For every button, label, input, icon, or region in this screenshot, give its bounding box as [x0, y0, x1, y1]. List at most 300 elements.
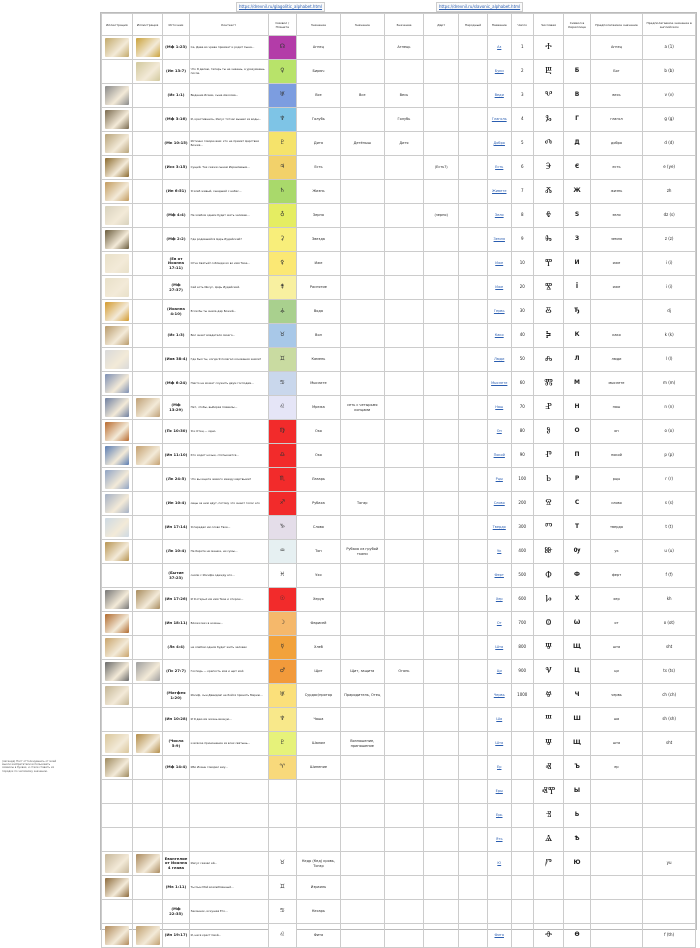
number-cell: 700: [511, 612, 533, 636]
assumed-meaning-en-cell: s (s): [643, 492, 696, 516]
folk-cell: [459, 804, 487, 828]
assumed-meaning-cell: како: [590, 324, 643, 348]
glagolitic-glyph-cell: Ⰾ: [533, 348, 564, 372]
letter-name-link[interactable]: Слово: [493, 501, 505, 506]
illustration-cell: [132, 372, 163, 396]
letter-name-link[interactable]: Иже: [495, 285, 504, 290]
illustration-image: [105, 374, 129, 393]
folk-cell: [459, 36, 487, 60]
cyrillic-letter-cell: Ь: [564, 804, 590, 828]
source-cell: (Исх 3:15): [163, 156, 189, 180]
number-cell: [511, 828, 533, 852]
letter-name-link[interactable]: От: [496, 621, 502, 626]
meaning-2-cell: [340, 852, 384, 876]
letter-name-link[interactable]: Ер: [497, 765, 502, 770]
glagolitic-glyph-cell: Ⱂ: [533, 444, 564, 468]
assumed-meaning-en-cell: sht: [643, 636, 696, 660]
slavonic-link[interactable]: https://drevnil.ru/slavonic_alphabet.html: [436, 2, 523, 12]
number-cell: [511, 900, 533, 924]
assumed-meaning-cell: Агнец: [590, 36, 643, 60]
assumed-meaning-cell: [590, 300, 643, 324]
illustration-cell: [102, 36, 133, 60]
illustration-cell: [102, 324, 133, 348]
letter-name-cell: [487, 516, 511, 540]
cyrillic-letter-cell: Г: [564, 108, 590, 132]
symbol-cell: [268, 516, 296, 540]
illustration-image: [105, 134, 129, 153]
glagolitic-glyph-cell: Ⰸ: [533, 228, 564, 252]
illustration-image: [105, 278, 129, 297]
assumed-meaning-cell: зело: [590, 204, 643, 228]
assumed-meaning-en-cell: dz (s): [643, 204, 696, 228]
glagolitic-glyph-cell: Ⱆ: [533, 540, 564, 564]
table-row: [102, 252, 696, 276]
symbol-cell: [268, 708, 296, 732]
dart-cell: [424, 444, 459, 468]
folk-cell: [459, 756, 487, 780]
meaning-3-cell: [384, 876, 423, 900]
meaning-2-cell: [340, 588, 384, 612]
number-cell: 9: [511, 228, 533, 252]
meaning-1-cell: Лазарь: [297, 468, 341, 492]
cyrillic-letter-cell: И: [564, 252, 590, 276]
letter-name-link[interactable]: Ять: [495, 837, 503, 842]
meaning-2-cell: [340, 708, 384, 732]
assumed-meaning-cell: [590, 804, 643, 828]
cyrillic-letter-cell: Ю: [564, 852, 590, 876]
meaning-2-cell: [340, 204, 384, 228]
letter-name-cell: [487, 420, 511, 444]
planet-symbol: ♍: [279, 427, 285, 435]
glagolitic-glyph-cell: Ⰻ: [533, 300, 564, 324]
letter-name-link[interactable]: Аз: [497, 45, 502, 50]
symbol-cell: [268, 396, 296, 420]
assumed-meaning-cell: хер: [590, 588, 643, 612]
cyrillic-letter-cell: С: [564, 492, 590, 516]
letter-name-link[interactable]: Ерь: [495, 813, 503, 818]
meaning-1-cell: Жизнь: [297, 180, 341, 204]
illustration-cell: [132, 324, 163, 348]
illustration-cell: [102, 804, 133, 828]
table-row: [102, 108, 696, 132]
illustration-cell: [102, 252, 133, 276]
dart-cell: [424, 828, 459, 852]
cyrillic-letter-cell: К: [564, 324, 590, 348]
meaning-2-cell: [340, 372, 384, 396]
letter-name-link[interactable]: Наш: [495, 405, 504, 410]
symbol-cell: [268, 780, 296, 804]
cyrillic-letter-cell: Ѕ: [564, 204, 590, 228]
letter-name-link[interactable]: Ферт: [494, 573, 504, 578]
meaning-3-cell: [384, 372, 423, 396]
letter-name-cell: [487, 372, 511, 396]
glagolitic-glyph-cell: Ⱑ: [533, 828, 564, 852]
meaning-3-cell: [384, 780, 423, 804]
folk-cell: [459, 420, 487, 444]
number-cell: 6: [511, 156, 533, 180]
meaning-3-cell: [384, 588, 423, 612]
letter-name-link[interactable]: Рцы: [495, 477, 503, 482]
glagolitic-glyph-cell: Ⱋ: [533, 732, 564, 756]
meaning-3-cell: [384, 708, 423, 732]
symbol-cell: [268, 276, 296, 300]
dart-cell: [424, 36, 459, 60]
context-cell: сняли с Иосифа одежду его...: [189, 564, 268, 588]
illustration-cell: [132, 180, 163, 204]
letter-name-link[interactable]: Ук: [497, 549, 502, 554]
letter-name-link[interactable]: Твердо: [492, 525, 506, 530]
number-cell: 4: [511, 108, 533, 132]
assumed-meaning-en-cell: z (z): [643, 228, 696, 252]
assumed-meaning-en-cell: sh (sh): [643, 708, 696, 732]
table-row: [102, 156, 696, 180]
letter-name-link[interactable]: Люди: [494, 357, 505, 362]
assumed-meaning-cell: [590, 828, 643, 852]
folk-cell: [459, 828, 487, 852]
side-note: (легенда) Пост оттолкнувшись от моей мысли изобретатели использовать символы в буквах, и стали ставить их порядок по числовому значению.: [2, 760, 57, 773]
context-cell: Нет, чтобы, выбирая плевелы...: [189, 396, 268, 420]
number-cell: 70: [511, 396, 533, 420]
cyrillic-letter-cell: Ч: [564, 684, 590, 708]
dart-cell: [424, 372, 459, 396]
column-header: Предполагаемое значение: [590, 14, 643, 36]
cyrillic-letter-cell: Ђ: [564, 300, 590, 324]
meaning-1-cell: Око: [297, 420, 341, 444]
letter-name-link[interactable]: Веди: [494, 93, 504, 98]
letter-name-link[interactable]: Иже: [495, 261, 504, 266]
number-cell: 60: [511, 372, 533, 396]
folk-cell: [459, 900, 487, 924]
meaning-1-cell: Кесарь: [297, 900, 341, 924]
meaning-3-cell: [384, 444, 423, 468]
dart-cell: [424, 468, 459, 492]
glagolitic-glyph-cell: Ⰰ: [533, 36, 564, 60]
assumed-meaning-cell: ферт: [590, 564, 643, 588]
symbol-cell: [268, 756, 296, 780]
folk-cell: [459, 516, 487, 540]
number-cell: 90: [511, 444, 533, 468]
illustration-cell: [132, 348, 163, 372]
context-cell: Иосиф, сын Давидов! не бойся принять Марию...: [189, 684, 268, 708]
illustration-cell: [132, 876, 163, 900]
number-cell: 500: [511, 564, 533, 588]
planet-symbol: ♊: [279, 355, 285, 363]
folk-cell: [459, 108, 487, 132]
symbol-cell: [268, 636, 296, 660]
letter-name-cell: [487, 324, 511, 348]
meaning-1-cell: Фарисей: [297, 612, 341, 636]
glagolitic-glyph-cell: Ⱈ: [533, 588, 564, 612]
letter-name-link[interactable]: Мыслете: [491, 381, 508, 386]
assumed-meaning-cell: жизнь: [590, 180, 643, 204]
source-cell: (Числа 5:9): [163, 732, 189, 756]
glagolitic-glyph-cell: Ⱐ: [533, 804, 564, 828]
illustration-image: [136, 662, 160, 681]
table-row: [102, 468, 696, 492]
table-row: [102, 180, 696, 204]
dart-cell: [424, 564, 459, 588]
illustration-cell: [102, 660, 133, 684]
letter-name-link[interactable]: Ша: [496, 717, 503, 722]
planet-symbol: ⚵: [280, 283, 285, 291]
meaning-3-cell: [384, 420, 423, 444]
source-cell: (Мк 1:11): [163, 876, 189, 900]
table-row: [102, 516, 696, 540]
planet-symbol: ☊: [279, 43, 285, 51]
number-cell: 1: [511, 36, 533, 60]
illustration-image: [105, 326, 129, 345]
dart-cell: [424, 180, 459, 204]
letter-name-link[interactable]: Зело: [494, 213, 504, 218]
context-cell: Не берите ни мешка, ни сумы...: [189, 540, 268, 564]
illustration-cell: [102, 156, 133, 180]
planet-symbol: ♅: [279, 91, 285, 99]
dart-cell: (зерно): [424, 204, 459, 228]
meaning-2-cell: [340, 156, 384, 180]
source-cell: (Ин 6:51): [163, 180, 189, 204]
assumed-meaning-cell: [590, 900, 643, 924]
cyrillic-letter-cell: [564, 900, 590, 924]
letter-name-cell: [487, 780, 511, 804]
column-header: Символ в Кириллице: [564, 14, 590, 36]
table-row: [102, 588, 696, 612]
meaning-1-cell: Слово: [297, 516, 341, 540]
illustration-cell: [102, 636, 133, 660]
letter-name-link[interactable]: Червь: [493, 693, 505, 698]
context-cell: Отче Святый! соблюди их во имя Твое...: [189, 252, 268, 276]
context-cell: Господь — крепость моя и щит мой: [189, 660, 268, 684]
letter-name-cell: [487, 684, 511, 708]
number-cell: 2: [511, 60, 533, 84]
illustration-cell: [132, 804, 163, 828]
number-cell: 50: [511, 348, 533, 372]
letter-name-link[interactable]: Покой: [493, 453, 505, 458]
illustration-cell: [102, 108, 133, 132]
glagolitic-link[interactable]: https://drevnil.ru/glagolitic_alphabet.html: [236, 2, 325, 12]
dart-cell: [424, 732, 459, 756]
letter-name-link[interactable]: Земля: [493, 237, 505, 242]
dart-cell: [424, 60, 459, 84]
letter-name-link[interactable]: Ци: [496, 669, 502, 674]
assumed-meaning-en-cell: g (g): [643, 108, 696, 132]
symbol-cell: [268, 492, 296, 516]
illustration-cell: [132, 540, 163, 564]
illustration-image: [105, 518, 129, 537]
assumed-meaning-cell: [590, 852, 643, 876]
assumed-meaning-cell: мыслете: [590, 372, 643, 396]
assumed-meaning-cell: земля: [590, 228, 643, 252]
table-row: [102, 84, 696, 108]
letter-name-link[interactable]: Добро: [493, 141, 505, 146]
planet-symbol: ♇: [279, 739, 285, 747]
illustration-cell: [102, 564, 133, 588]
illustration-image: [105, 230, 129, 249]
planet-symbol: ♋: [279, 379, 285, 387]
dart-cell: [424, 684, 459, 708]
number-cell: 5: [511, 132, 533, 156]
planet-symbol: [269, 828, 296, 851]
illustration-image: [105, 302, 129, 321]
planet-symbol: ♆: [279, 115, 285, 123]
letter-name-cell: [487, 612, 511, 636]
planet-symbol: ♊: [279, 883, 285, 891]
context-cell: И, крестившись, Иисус тотчас вышел из воды...: [189, 108, 268, 132]
dart-cell: [424, 228, 459, 252]
glagolitic-glyph-cell: Ⱌ: [533, 660, 564, 684]
dart-cell: [424, 396, 459, 420]
illustration-cell: [132, 612, 163, 636]
letter-name-link[interactable]: Шта: [495, 645, 504, 650]
symbol-cell: [268, 924, 296, 948]
letter-name-cell: [487, 900, 511, 924]
source-cell: (Ис 1:3): [163, 324, 189, 348]
table-row: [102, 372, 696, 396]
illustration-image: [105, 686, 129, 705]
letter-name-link[interactable]: Ю: [497, 861, 502, 866]
symbol-cell: [268, 204, 296, 228]
meaning-3-cell: Весь: [384, 84, 423, 108]
source-cell: (Матфея 1:20): [163, 684, 189, 708]
letter-name-link[interactable]: Буки: [494, 69, 504, 74]
meaning-2-cell: [340, 180, 384, 204]
letter-name-cell: [487, 828, 511, 852]
planet-symbol: ♐: [279, 499, 285, 507]
planet-symbol: ♇: [279, 139, 285, 147]
illustration-cell: [102, 876, 133, 900]
letter-name-cell: [487, 108, 511, 132]
meaning-2-cell: [340, 564, 384, 588]
number-cell: 900: [511, 660, 533, 684]
meaning-2-cell: [340, 780, 384, 804]
context-cell: Что вы ищете живого между мертвыми?: [189, 468, 268, 492]
illustration-cell: [132, 108, 163, 132]
context-cell: Вложи меч в ножны...: [189, 612, 268, 636]
illustration-cell: [102, 924, 133, 948]
illustration-cell: [132, 732, 163, 756]
context-cell: [189, 828, 268, 852]
illustration-cell: [102, 60, 133, 84]
meaning-3-cell: [384, 276, 423, 300]
folk-cell: [459, 780, 487, 804]
letter-name-cell: [487, 348, 511, 372]
symbol-cell: [268, 36, 296, 60]
source-cell: (Мф 22:35): [163, 900, 189, 924]
dart-cell: [424, 588, 459, 612]
illustration-image: [105, 158, 129, 177]
meaning-3-cell: [384, 204, 423, 228]
illustration-cell: [132, 204, 163, 228]
illustration-cell: [132, 444, 163, 468]
column-header: Иллюстрация: [132, 14, 163, 36]
meaning-1-cell: Шипение: [297, 756, 341, 780]
dart-cell: [424, 900, 459, 924]
planet-symbol: [269, 804, 296, 827]
table-row: [102, 228, 696, 252]
cyrillic-letter-cell: Н: [564, 396, 590, 420]
context-cell: Се, Дева во чреве приимет и родит Сына...: [189, 36, 268, 60]
column-header: Источник: [163, 14, 189, 36]
cyrillic-letter-cell: Т: [564, 516, 590, 540]
planet-symbol: ♎: [279, 451, 285, 459]
dart-cell: [424, 708, 459, 732]
letter-name-link[interactable]: Фита: [494, 933, 504, 938]
context-cell: Видение Исаии, сына Амосова...: [189, 84, 268, 108]
number-cell: [511, 876, 533, 900]
illustration-cell: [102, 444, 133, 468]
letter-name-cell: [487, 396, 511, 420]
assumed-meaning-cell: люди: [590, 348, 643, 372]
folk-cell: [459, 636, 487, 660]
symbol-cell: [268, 300, 296, 324]
source-cell: (Ин 17:26): [163, 588, 189, 612]
meaning-1-cell: Дитя: [297, 132, 341, 156]
assumed-meaning-cell: Бог: [590, 60, 643, 84]
table-row: [102, 876, 696, 900]
illustration-cell: [102, 540, 133, 564]
illustration-cell: [102, 372, 133, 396]
assumed-meaning-en-cell: b (b): [643, 60, 696, 84]
letter-name-cell: [487, 180, 511, 204]
assumed-meaning-cell: шта: [590, 732, 643, 756]
number-cell: [511, 780, 533, 804]
meaning-1-cell: Рубаха: [297, 492, 341, 516]
letter-name-link[interactable]: Хер: [495, 597, 503, 602]
letter-name-cell: [487, 228, 511, 252]
symbol-cell: [268, 444, 296, 468]
dart-cell: (Есть?): [424, 156, 459, 180]
meaning-1-cell: Распятие: [297, 276, 341, 300]
letter-name-link[interactable]: Гервь: [493, 309, 505, 314]
meaning-1-cell: Мрежа: [297, 396, 341, 420]
letter-name-link[interactable]: Како: [494, 333, 504, 338]
illustration-cell: [102, 228, 133, 252]
assumed-meaning-en-cell: ts (ts): [643, 660, 696, 684]
planet-symbol: ⚶: [279, 307, 285, 315]
letter-name-link[interactable]: Живете: [492, 189, 507, 194]
folk-cell: [459, 444, 487, 468]
letter-name-cell: [487, 300, 511, 324]
number-cell: 300: [511, 516, 533, 540]
source-cell: (Ис 1:1): [163, 84, 189, 108]
letter-name-link[interactable]: Есть: [495, 165, 504, 170]
assumed-meaning-en-cell: [643, 900, 696, 924]
folk-cell: [459, 252, 487, 276]
letter-name-link[interactable]: Шта: [495, 741, 504, 746]
letter-name-link[interactable]: Глаголь: [491, 117, 507, 122]
source-cell: (Мф 4:4): [163, 204, 189, 228]
column-header: Числовая: [533, 14, 564, 36]
symbol-cell: [268, 468, 296, 492]
letter-name-cell: [487, 204, 511, 228]
illustration-cell: [102, 588, 133, 612]
illustration-cell: [132, 156, 163, 180]
letter-name-link[interactable]: Он: [496, 429, 502, 434]
illustration-cell: [132, 516, 163, 540]
meaning-2-cell: Возношение, приношение: [340, 732, 384, 756]
assumed-meaning-en-cell: p (p): [643, 444, 696, 468]
cyrillic-letter-cell: Ф: [564, 564, 590, 588]
number-cell: [511, 708, 533, 732]
letter-name-link[interactable]: Еры: [495, 789, 503, 794]
column-header: Число: [511, 14, 533, 36]
top-links: [0, 2, 700, 12]
illustration-cell: [132, 636, 163, 660]
assumed-meaning-en-cell: d (d): [643, 132, 696, 156]
assumed-meaning-cell: наш: [590, 396, 643, 420]
context-cell: Никто не может служить двум господам...: [189, 372, 268, 396]
table-row: [102, 564, 696, 588]
meaning-1-cell: Кедр (Кед) кровь, Тогар: [297, 852, 341, 876]
